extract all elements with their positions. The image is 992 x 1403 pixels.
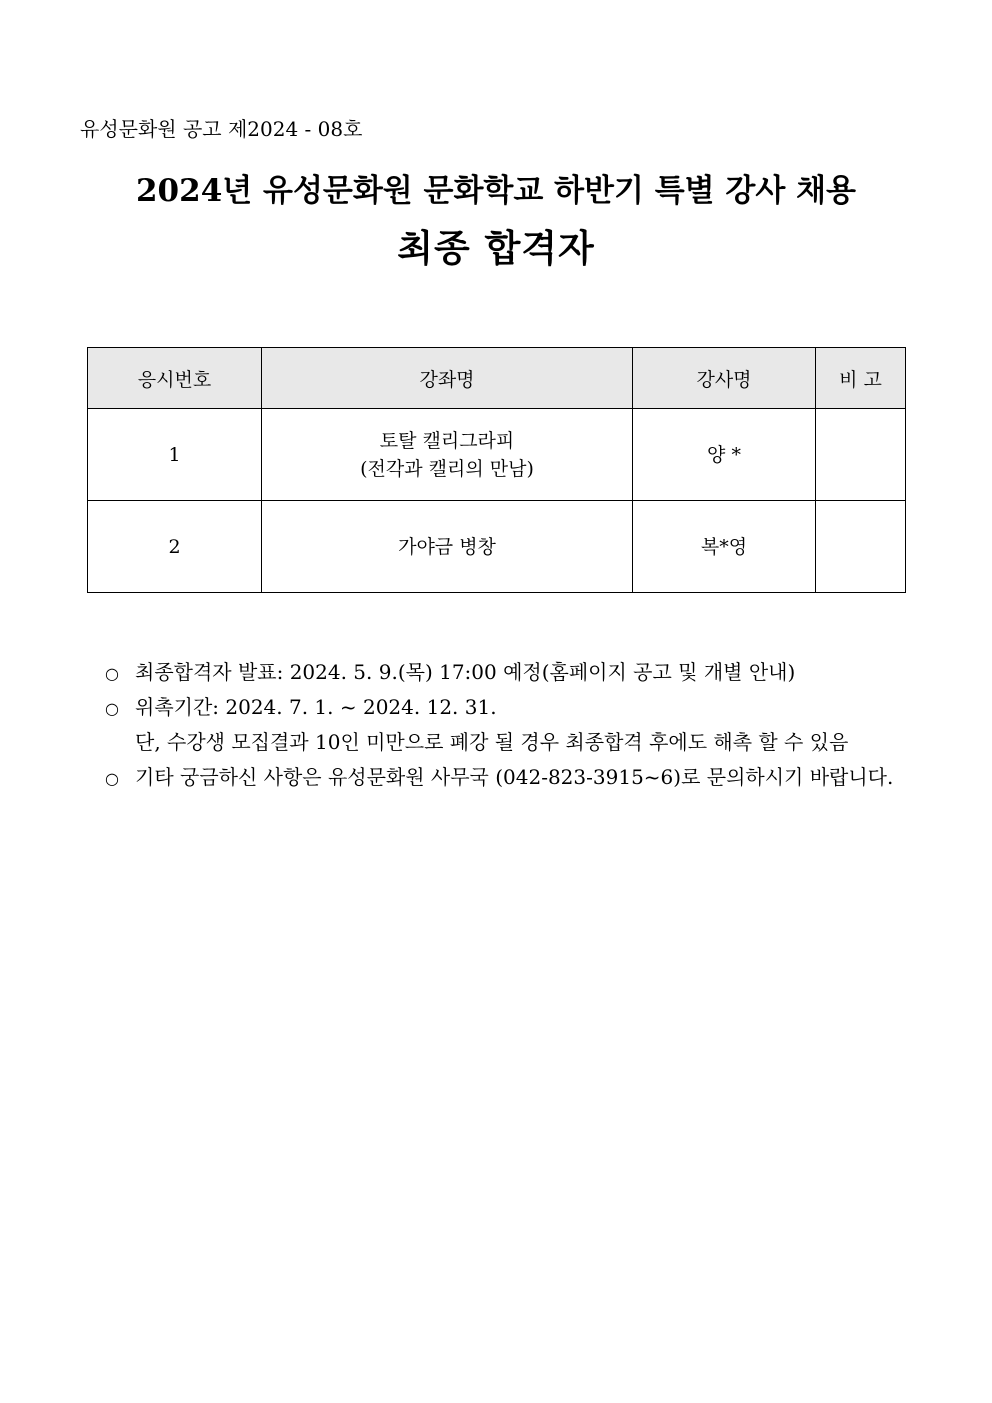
course-name-subtitle: (전각과 캘리의 만남) [360, 457, 534, 480]
note-subitem [105, 725, 965, 760]
circle-bullet-icon: ○ [105, 664, 119, 683]
table-row [88, 501, 906, 593]
note-text: 위촉기간: 2024. 7. 1. ~ 2024. 12. 31. [135, 695, 497, 719]
cell-course-name [262, 409, 633, 501]
header-course-name: 강좌명 [262, 348, 633, 409]
cell-remarks [816, 409, 906, 501]
note-text: 단, 수강생 모집결과 10인 미만으로 폐강 될 경우 최종합격 후에도 해촉 할 수 있음 [135, 730, 849, 754]
note-item [105, 655, 965, 690]
note-item [105, 690, 965, 725]
table-header-row [88, 348, 906, 409]
header-exam-number: 응시번호 [88, 348, 262, 409]
circle-bullet-icon: ○ [105, 699, 119, 718]
cell-course-name [262, 501, 633, 593]
cell-exam-number: 2 [88, 501, 262, 593]
note-text: 최종합격자 발표: 2024. 5. 9.(목) 17:00 예정(홈페이지 공고 및 개별 안내) [135, 660, 796, 684]
table-row [88, 409, 906, 501]
header-instructor-name: 강사명 [633, 348, 816, 409]
result-table [87, 347, 906, 593]
course-name-line: 토탈 캘리그라피 [379, 429, 515, 452]
note-text: 기타 궁금하신 사항은 유성문화원 사무국 (042-823-3915~6)로 문의하시기 바랍니다. [135, 765, 894, 789]
course-name-line: 가야금 병창 [398, 535, 496, 558]
document-title: 2024년 유성문화원 문화학교 하반기 특별 강사 채용 [135, 173, 856, 209]
note-item [105, 760, 965, 795]
cell-instructor-name: 양 * [633, 409, 816, 501]
cell-instructor-name: 복*영 [633, 501, 816, 593]
notice-number: 유성문화원 공고 제2024 - 08호 [80, 117, 363, 141]
notes-section [105, 655, 965, 795]
document-subtitle: 최종 합격자 [397, 226, 595, 270]
header-remarks: 비 고 [816, 348, 906, 409]
circle-bullet-icon: ○ [105, 769, 119, 788]
cell-exam-number: 1 [88, 409, 262, 501]
cell-remarks [816, 501, 906, 593]
